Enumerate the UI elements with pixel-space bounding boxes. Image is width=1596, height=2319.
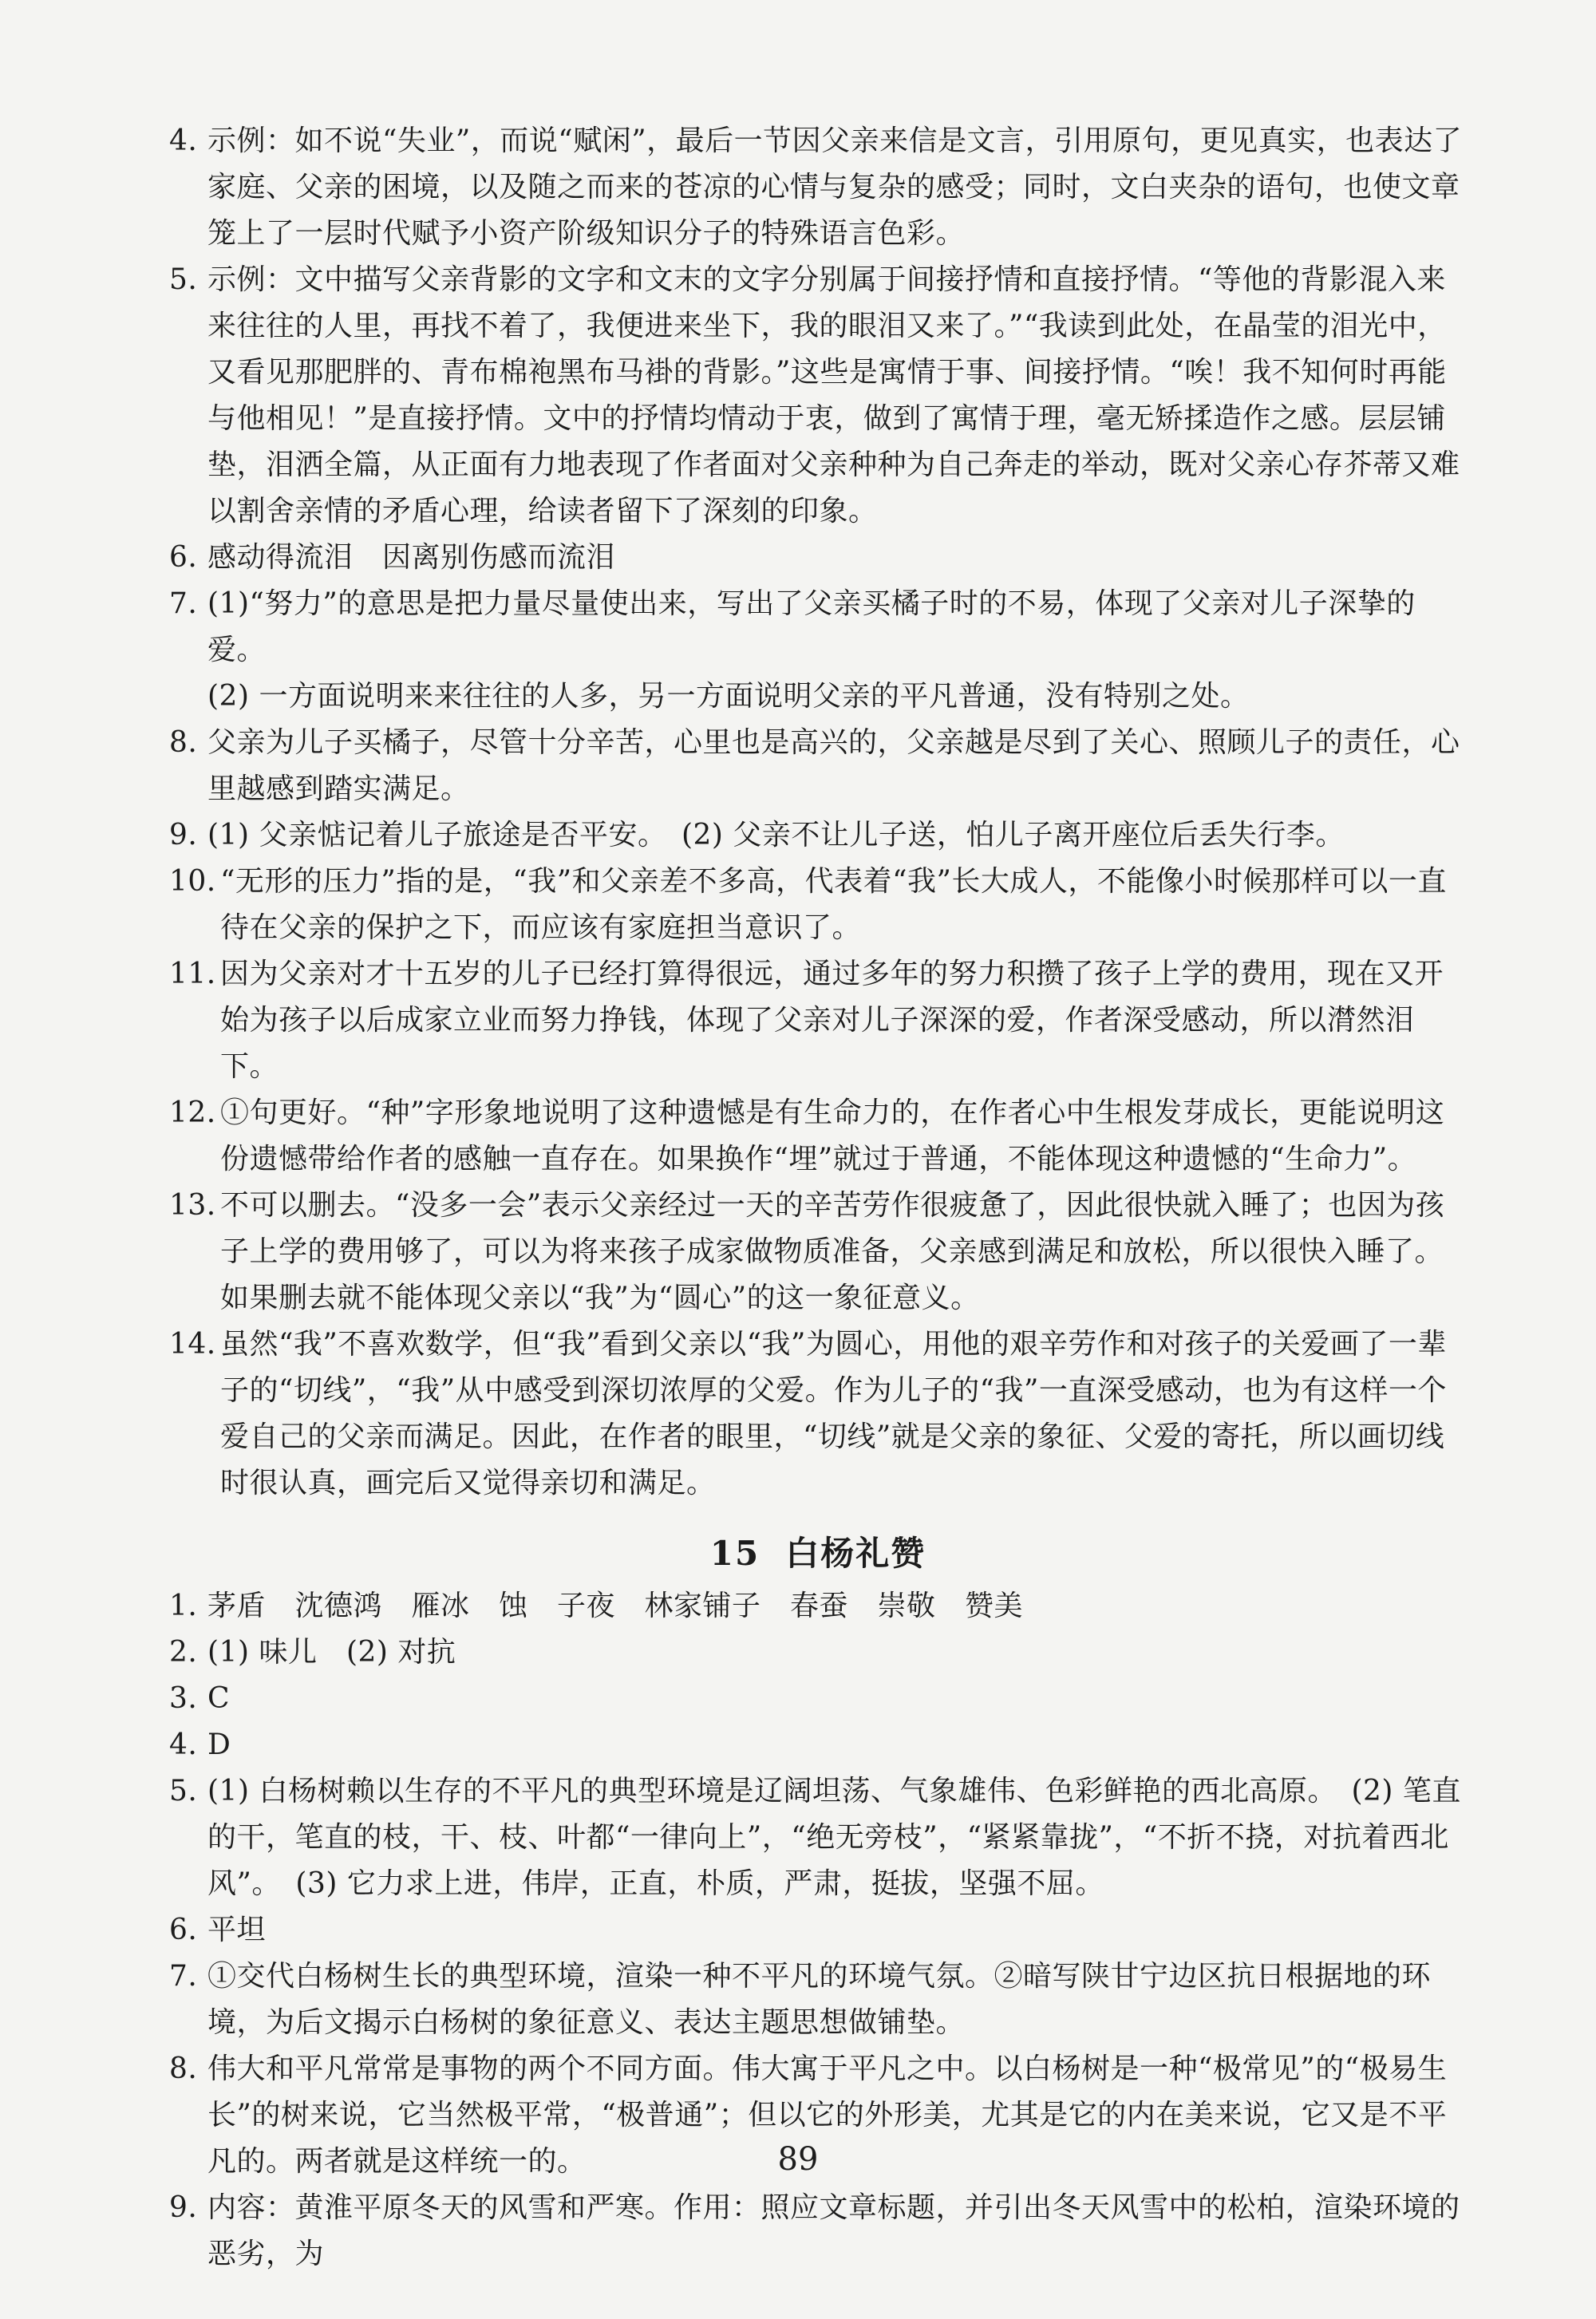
answer-number: 10.	[169, 865, 216, 898]
answer-number: 6.	[169, 1914, 198, 1946]
section-heading	[169, 1529, 1467, 1578]
answer-item	[169, 1768, 1467, 1907]
answer-number: 11.	[169, 958, 216, 990]
answer-item	[169, 1183, 1467, 1321]
answer-number: 6.	[169, 541, 198, 574]
answer-text: 示例：文中描写父亲背影的文字和文末的文字分别属于间接抒情和直接抒情。“等他的背影混入来来往往的人里，再找不着了，我便进来坐下，我的眼泪又来了。”“我读到此处，在晶莹的泪光中，又看见那肥胖的、青布棉袍黑布马褂的背影。”这些是寓情于事、间接抒情。“唉！我不知何时再能与他相见！”是直接抒情。文中的抒情均情动于衷，做到了寓情于理，毫无矫揉造作之感。层层铺垫，泪洒全篇，从正面有力地表现了作者面对父亲种种为自己奔走的举动，既对父亲心存芥蒂又难以割舍亲情的矛盾心理，给读者留下了深刻的印象。	[207, 263, 1460, 527]
answer-number: 13.	[169, 1189, 216, 1222]
page-number: 89	[777, 2141, 819, 2178]
answer-item	[169, 951, 1467, 1090]
answer-number: 9.	[169, 819, 198, 851]
answer-sub-item: (2) 一方面说明来来往往的人多，另一方面说明父亲的平凡普通，没有特别之处。	[207, 680, 1250, 713]
answer-text: “无形的压力”指的是，“我”和父亲差不多高，代表着“我”长大成人，不能像小时候那样可以一直待在父亲的保护之下，而应该有家庭担当意识了。	[220, 865, 1447, 944]
answer-item	[169, 859, 1467, 951]
answer-item	[169, 1954, 1467, 2046]
answer-text: 父亲为儿子买橘子，尽管十分辛苦，心里也是高兴的，父亲越是尽到了关心、照顾儿子的责任，心里越感到踏实满足。	[207, 726, 1460, 805]
answer-item	[169, 535, 1467, 581]
answers-top-list	[169, 118, 1467, 1507]
answer-content	[169, 118, 1467, 2278]
answer-number: 5.	[169, 263, 198, 296]
answer-text: (1) 味儿 (2) 对抗	[207, 1636, 456, 1669]
answer-item	[169, 1583, 1467, 1630]
answer-item	[169, 257, 1467, 535]
answer-item	[169, 2185, 1467, 2278]
answer-item	[169, 1676, 1467, 1722]
answer-text: 因为父亲对才十五岁的儿子已经打算得很远，通过多年的努力积攒了孩子上学的费用，现在又开始为孩子以后成家立业而努力挣钱，体现了父亲对儿子深深的爱，作者深受感动，所以潸然泪下。	[220, 958, 1444, 1083]
answer-number: 1.	[169, 1590, 198, 1622]
section-title: 白杨礼赞	[785, 1534, 926, 1573]
answer-number: 2.	[169, 1636, 198, 1669]
answer-number: 4.	[169, 124, 198, 157]
answer-text: 不可以删去。“没多一会”表示父亲经过一天的辛苦劳作很疲惫了，因此很快就入睡了；也因为孩子上学的费用够了，可以为将来孩子成家做物质准备，父亲感到满足和放松，所以很快入睡了。如果删去就不能体现父亲以“我”为“圆心”的这一象征意义。	[220, 1189, 1445, 1314]
answer-number: 12.	[169, 1096, 216, 1129]
answer-item	[169, 581, 1467, 674]
answer-text: ①句更好。“种”字形象地说明了这种遗憾是有生命力的，在作者心中生根发芽成长，更能说明这份遗憾带给作者的感触一直存在。如果换作“埋”就过于普通，不能体现这种遗憾的“生命力”。	[220, 1096, 1445, 1175]
answer-item	[169, 812, 1467, 859]
answer-text: (1) 父亲惦记着儿子旅途是否平安。 (2) 父亲不让儿子送，怕儿子离开座位后丢失行李。	[207, 819, 1345, 851]
answer-item	[169, 118, 1467, 257]
answer-item	[169, 1630, 1467, 1676]
answer-number: 7.	[169, 1960, 198, 1993]
answer-number: 3.	[169, 1682, 198, 1715]
answer-number: 4.	[169, 1728, 198, 1761]
answer-text: 茅盾 沈德鸿 雁冰 蚀 子夜 林家铺子 春蚕 崇敬 赞美	[207, 1590, 1024, 1622]
section-number: 15	[709, 1534, 760, 1573]
answer-text: 平坦	[207, 1914, 267, 1946]
answer-item	[169, 720, 1467, 812]
answer-text: ①交代白杨树生长的典型环境，渲染一种不平凡的环境气氛。②暗写陕甘宁边区抗日根据地的环境，为后文揭示白杨树的象征意义、表达主题思想做铺垫。	[207, 1960, 1432, 2039]
answer-text: (1) 白杨树赖以生存的不平凡的典型环境是辽阔坦荡、气象雄伟、色彩鲜艳的西北高原。 (2) 笔直的干，笔直的枝，干、枝、叶都“一律向上”，“绝无旁枝”，“紧紧靠拢”，“不折不挠，对抗着西北风”。 (3) 它力求上进，伟岸，正直，朴质，严肃，挺拔，坚强不屈。	[207, 1775, 1461, 1900]
answer-item	[169, 1722, 1467, 1768]
answer-text: (1)“努力”的意思是把力量尽量使出来，写出了父亲买橘子时的不易，体现了父亲对儿子深挚的爱。	[207, 587, 1416, 666]
answer-number: 5.	[169, 1775, 198, 1807]
answer-text: 伟大和平凡常常是事物的两个不同方面。伟大寓于平凡之中。以白杨树是一种“极常见”的“极易生长”的树来说，它当然极平常，“极普通”；但以它的外形美，尤其是它的内在美来说，它又是不平凡的。两者就是这样统一的。	[207, 2052, 1448, 2178]
answer-item	[169, 1907, 1467, 1954]
answer-text: 示例：如不说“失业”，而说“赋闲”，最后一节因父亲来信是文言，引用原句，更见真实，也表达了家庭、父亲的困境，以及随之而来的苍凉的心情与复杂的感受；同时，文白夹杂的语句，也使文章笼上了一层时代赋予小资产阶级知识分子的特殊语言色彩。	[207, 124, 1463, 250]
answer-item	[169, 1090, 1467, 1183]
answer-number: 7.	[169, 587, 198, 620]
answer-number: 8.	[169, 2052, 198, 2085]
answer-number: 14.	[169, 1328, 216, 1361]
answer-number: 9.	[169, 2191, 198, 2224]
answer-text: C	[207, 1682, 231, 1715]
answer-number: 8.	[169, 726, 198, 759]
answer-text: 感动得流泪 因离别伤感而流泪	[207, 541, 616, 574]
answer-item	[169, 1321, 1467, 1507]
answer-text: 内容：黄淮平原冬天的风雪和严寒。作用：照应文章标题，并引出冬天风雪中的松柏，渲染环境的恶劣，为	[207, 2191, 1460, 2270]
answer-text: 虽然“我”不喜欢数学，但“我”看到父亲以“我”为圆心，用他的艰辛劳作和对孩子的关爱画了一辈子的“切线”，“我”从中感受到深切浓厚的父爱。作为儿子的“我”一直深受感动，也为有这样一个爱自己的父亲而满足。因此，在作者的眼里，“切线”就是父亲的象征、父爱的寄托，所以画切线时很认真，画完后又觉得亲切和满足。	[220, 1328, 1447, 1499]
answer-text: D	[207, 1728, 231, 1761]
